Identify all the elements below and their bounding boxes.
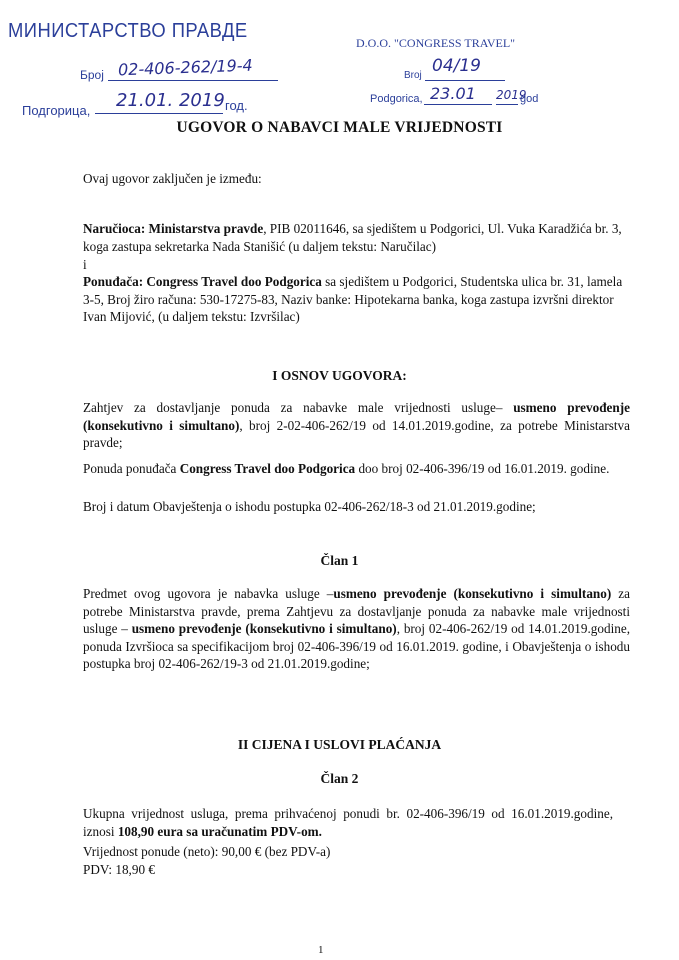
company-stamp-broj-value: 04/19: [432, 56, 481, 76]
clan2-vat-value: PDV: 18,90 €: [83, 862, 155, 877]
ministry-stamp-date-line: [95, 113, 223, 114]
company-stamp-year-line: [496, 104, 518, 105]
ministry-stamp-title: МИНИСТАРСТВО ПРАВДЕ: [8, 20, 248, 42]
page-number: 1: [318, 944, 324, 956]
ministry-stamp-date-value: 21.01. 2019: [116, 90, 225, 111]
intro-line: Ovaj ugovor zaključen je između:: [83, 171, 262, 186]
party-izvrsilac: [83, 273, 623, 326]
company-stamp-place-label: Podgorica,: [370, 93, 423, 105]
conjunction-i: i: [83, 257, 87, 272]
clan2-body: [83, 805, 613, 840]
ministry-stamp-year-suffix: год.: [225, 98, 248, 113]
section-osnov-p1: [83, 399, 630, 452]
company-stamp-broj-label: Broj: [404, 70, 422, 81]
company-stamp-date-value: 23.01: [430, 84, 476, 103]
company-stamp-year-value: 2019: [496, 88, 527, 102]
party-izvrsilac-text: sa sjedištem u Podgorici, Studentska ulica br. 31, lamela 3-5, Broj žiro računa: 530-17275-83, Naziv banke: Hipotekarna banka, koga zastupa izvršni direktor Ivan Mijović, (u daljem tekstu: Izvršilac): [83, 274, 623, 324]
section-osnov-p3: Broj i datum Obavještenja o ishodu postupka 02-406-262/18-3 od 21.01.2019.godine;: [83, 499, 536, 514]
osnov-p1-text-a: Zahtjev za dostavljanje ponuda za nabavke male vrijednosti usluge–: [83, 400, 514, 415]
company-stamp-year-suffix: god: [520, 93, 539, 105]
party-narucilac: [83, 220, 625, 255]
document-title: UGOVOR O NABAVCI MALE VRIJEDNOSTI: [176, 119, 503, 136]
party-narucilac-label: Naručioca: Ministarstva pravde: [83, 221, 264, 236]
clan2-text-1: Ukupna vrijednost usluga, prema prihvaćenoj ponudi br. 02-406-396/19 od 16.01.2019.godine, iznosi: [83, 806, 613, 839]
osnov-p1-text-c: , broj 2-02-406-262/19 od 14.01.2019.godine, za potrebe Ministarstva pravde;: [83, 417, 630, 450]
ministry-stamp-broj-line: [108, 80, 278, 81]
osnov-p1-service: usmeno prevođenje (konsekutivno i simultano): [83, 400, 630, 433]
clan1-service-1: usmeno prevođenje (konsekutivno i simultano): [333, 586, 612, 601]
clan1-text-5: , broj 02-406-262/19 od 14.01.2019.godine, ponuda Izvršioca sa specifikacijom broj 02-406-396/19 od 16.01.2019. godine, i Obavještenja o ishodu postupka broj 02-406-262/19-3 od 21.01.2019.godine;: [83, 621, 630, 671]
clan2-net-value: Vrijednost ponude (neto): 90,00 € (bez PDV-a): [83, 844, 331, 859]
company-stamp-broj-line: [425, 80, 505, 81]
company-stamp-title: D.O.O. "CONGRESS TRAVEL": [356, 36, 516, 50]
clan2-heading: Član 2: [320, 771, 359, 786]
section-osnov-heading: I OSNOV UGOVORA:: [272, 368, 407, 383]
ministry-stamp-broj-label: Број: [80, 68, 104, 82]
clan1-service-2: usmeno prevođenje (konsekutivno i simultano): [131, 621, 397, 636]
clan1-heading: Član 1: [320, 553, 359, 568]
ministry-stamp-place-label: Подгорица,: [22, 103, 91, 118]
section-cijena-heading: II CIJENA I USLOVI PLAĆANJA: [237, 737, 442, 752]
section-osnov-p2: [83, 460, 623, 478]
clan1-body: [83, 585, 630, 673]
clan1-text-1: Predmet ovog ugovora je nabavka usluge –: [83, 586, 334, 601]
clan1-text-3: za potrebe Ministarstva pravde, prema Zahtjevu za dostavljanje ponuda za nabavke male vrijednosti usluge –: [83, 586, 630, 636]
party-narucilac-text: , PIB 02011646, sa sjedištem u Podgorici, Ul. Vuka Karadžića br. 3, koga zastupa sekretarka Nada Stanišić (u daljem tekstu: Naručilac): [83, 221, 622, 254]
ministry-stamp-broj-value: 02-406-262/19-4: [117, 55, 253, 80]
osnov-p2-text-a: Ponuda ponuđača: [83, 461, 180, 476]
clan2-total-amount: 108,90 eura sa uračunatim PDV-om.: [117, 823, 322, 839]
company-stamp-date-line: [424, 104, 492, 105]
osnov-p2-text-c: doo broj 02-406-396/19 od 16.01.2019. godine.: [355, 461, 610, 476]
party-izvrsilac-label: Ponuđača: Congress Travel doo Podgorica: [83, 274, 322, 289]
osnov-p2-company: Congress Travel doo Podgorica: [179, 461, 356, 476]
